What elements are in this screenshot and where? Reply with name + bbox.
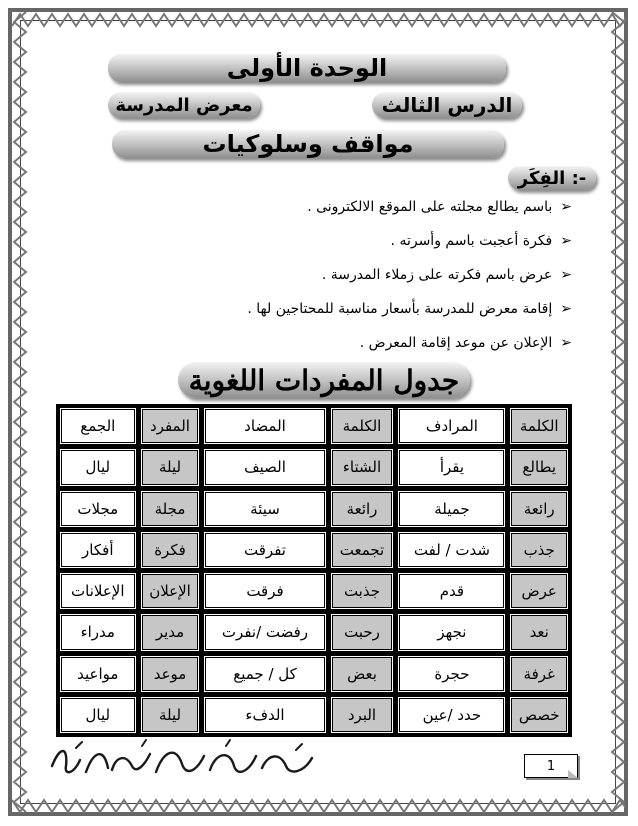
list-item: ➢ الإعلان عن موعد إقامة المعرض . (359, 335, 572, 351)
table-cell: موعد (140, 655, 201, 693)
table-cell: البرد (330, 696, 395, 734)
arrow-bullet-icon: ➢ (560, 335, 572, 351)
header-cell: المفرد (140, 407, 201, 445)
border-zigzag-top (12, 12, 626, 28)
table-cell: شدت / لفت (397, 531, 506, 569)
table-cell: حجرة (397, 655, 506, 693)
table-cell: رائعة (330, 490, 395, 528)
table-cell: نعد (509, 613, 569, 651)
table-cell: كل / جميع (203, 655, 326, 693)
header-cell: الجمع (59, 407, 137, 445)
table-cell: الإعلان (140, 572, 201, 610)
table-cell: الإعلانات (59, 572, 137, 610)
table-cell: مدير (140, 613, 201, 651)
section-title: مواقف وسلوكيات (112, 130, 504, 158)
list-item: ➢ إقامة معرض للمدرسة بأسعار مناسبة للمحتاجين لها . (247, 301, 572, 317)
table-row (59, 531, 569, 569)
table-header-row (59, 407, 569, 445)
table-cell: مدراء (59, 613, 137, 651)
table-cell: بعض (330, 655, 395, 693)
header-cell: المرادف (397, 407, 506, 445)
table-cell: رائعة (509, 490, 569, 528)
table-cell: ليال (59, 448, 137, 486)
arrow-bullet-icon: ➢ (560, 233, 572, 249)
unit-title: الوحدة الأولى (108, 54, 506, 82)
page-fold-icon (568, 770, 578, 778)
arrow-bullet-icon: ➢ (560, 301, 572, 317)
table-cell: رفضت /نفرت (203, 613, 326, 651)
table-cell: أفكار (59, 531, 137, 569)
table-cell: ليلة (140, 448, 201, 486)
table-cell: خصص (509, 696, 569, 734)
page-number: 1 (524, 754, 578, 778)
border-zigzag-bottom (12, 798, 626, 814)
vocab-table-title: جدول المفردات اللغوية (178, 362, 470, 398)
table-cell: عرض (509, 572, 569, 610)
table-cell: سيئة (203, 490, 326, 528)
header-cell: المضاد (203, 407, 326, 445)
table-cell: نجهز (397, 613, 506, 651)
table-row (59, 490, 569, 528)
table-cell: تفرقت (203, 531, 326, 569)
vocab-table (56, 404, 572, 737)
list-item: ➢ فكرة أعجبت باسم وأسرته . (390, 233, 572, 249)
table-cell: جميلة (397, 490, 506, 528)
signature (46, 736, 326, 784)
header-cell: الكلمة (330, 407, 395, 445)
table-cell: مجلات (59, 490, 137, 528)
border-zigzag-left (12, 12, 28, 814)
header-cell: الكلمة (509, 407, 569, 445)
table-cell: حدد /عين (397, 696, 506, 734)
table-row (59, 655, 569, 693)
table-cell: مجلة (140, 490, 201, 528)
arrow-bullet-icon: ➢ (560, 199, 572, 215)
table-row (59, 696, 569, 734)
list-item: ➢ باسم يطالع مجلته على الموقع الالكترونى . (307, 199, 572, 215)
table-cell: رحبت (330, 613, 395, 651)
table-cell: ليلة (140, 696, 201, 734)
table-row (59, 572, 569, 610)
table-cell: مواعيد (59, 655, 137, 693)
table-cell: قدم (397, 572, 506, 610)
border-zigzag-right (610, 12, 626, 814)
table-cell: يطالع (509, 448, 569, 486)
table-row (59, 613, 569, 651)
table-cell: فكرة (140, 531, 201, 569)
arrow-bullet-icon: ➢ (560, 267, 572, 283)
table-cell: جذب (509, 531, 569, 569)
table-cell: تجمعت (330, 531, 395, 569)
lesson-label: الدرس الثالث (372, 92, 522, 118)
ideas-heading: الفِكَر :- (508, 166, 596, 190)
table-cell: الدفء (203, 696, 326, 734)
table-cell: غرفة (509, 655, 569, 693)
table-cell: يقرأ (397, 448, 506, 486)
ideas-list (247, 190, 572, 360)
table-row (59, 448, 569, 486)
list-item: ➢ عرض باسم فكرته على زملاء المدرسة . (321, 267, 572, 283)
table-cell: فرقت (203, 572, 326, 610)
table-cell: ليال (59, 696, 137, 734)
table-cell: جذبت (330, 572, 395, 610)
lesson-topic: معرض المدرسة (108, 92, 260, 118)
table-cell: الشتاء (330, 448, 395, 486)
table-cell: الصيف (203, 448, 326, 486)
